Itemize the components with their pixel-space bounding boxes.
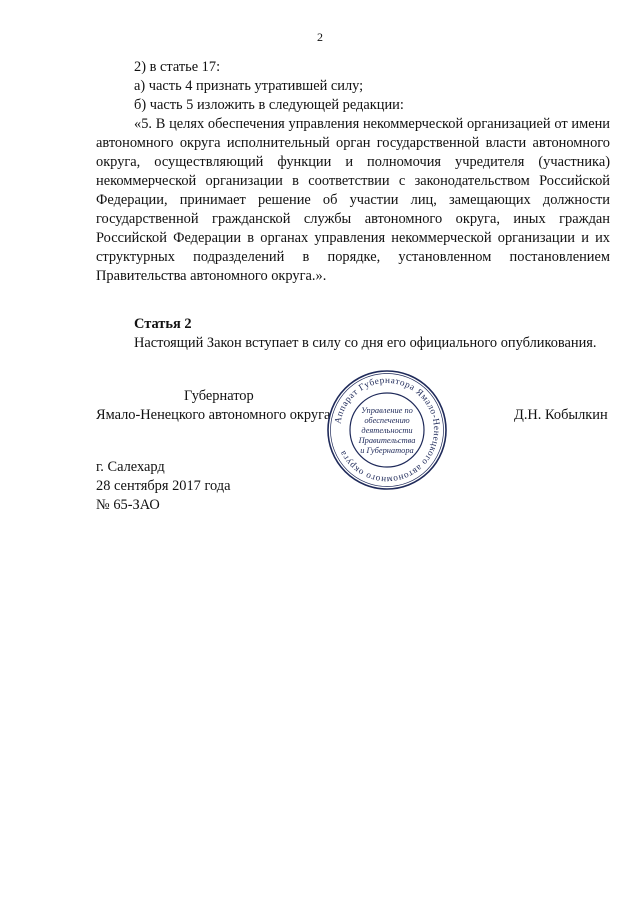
signatory-region: Ямало-Ненецкого автономного округа [96,407,331,423]
signatory-title: Губернатор [184,388,254,404]
amendment-line-2: а) часть 4 признать утратившей силу; [134,78,364,94]
seal-center-line-1: Управление по [361,406,413,415]
city: г. Салехард [96,459,165,475]
date: 28 сентября 2017 года [96,478,231,494]
article-2-text: Настоящий Закон вступает в силу со дня его официального опубликования. [134,335,597,351]
law-number: № 65-ЗАО [96,497,160,513]
page-number: 2 [317,30,323,44]
amendment-line-3: б) часть 5 изложить в следующей редакции: [134,97,404,113]
seal-center-line-5: и Губернатора [360,446,414,455]
seal-center-line-2: обеспечению [364,416,410,425]
seal-center-line-4: Правительства [358,436,416,445]
document-body [96,58,610,353]
seal-center-line-3: деятельности [361,426,413,435]
signatory-name: Д.Н. Кобылкин [514,407,608,423]
paragraph-5: «5. В целях обеспечения управления некоммерческой организацией от имени автономного округа исполнительный орган государственной власти автономного округа, осуществляющий функции и полномочия учредителя (участника) некоммерческой организации в соответствии с законодательством Российской Федерации, принимает решение об участии лиц, замещающих должности государственной гражданской службы автономного округа, иных граждан Российской Федерации в органах управления некоммерческой организации и их структурных подразделений в порядке, установленном постановлением Правительства автономного округа.». [96,116,610,284]
place-date-block [96,458,231,515]
amendment-line-1: 2) в статье 17: [134,59,221,75]
article-2-heading: Статья 2 [134,316,192,332]
seal-ring-text: Аппарат Губернатора Ямало-Ненецкого автономного округа [332,374,443,486]
official-seal [325,368,449,492]
